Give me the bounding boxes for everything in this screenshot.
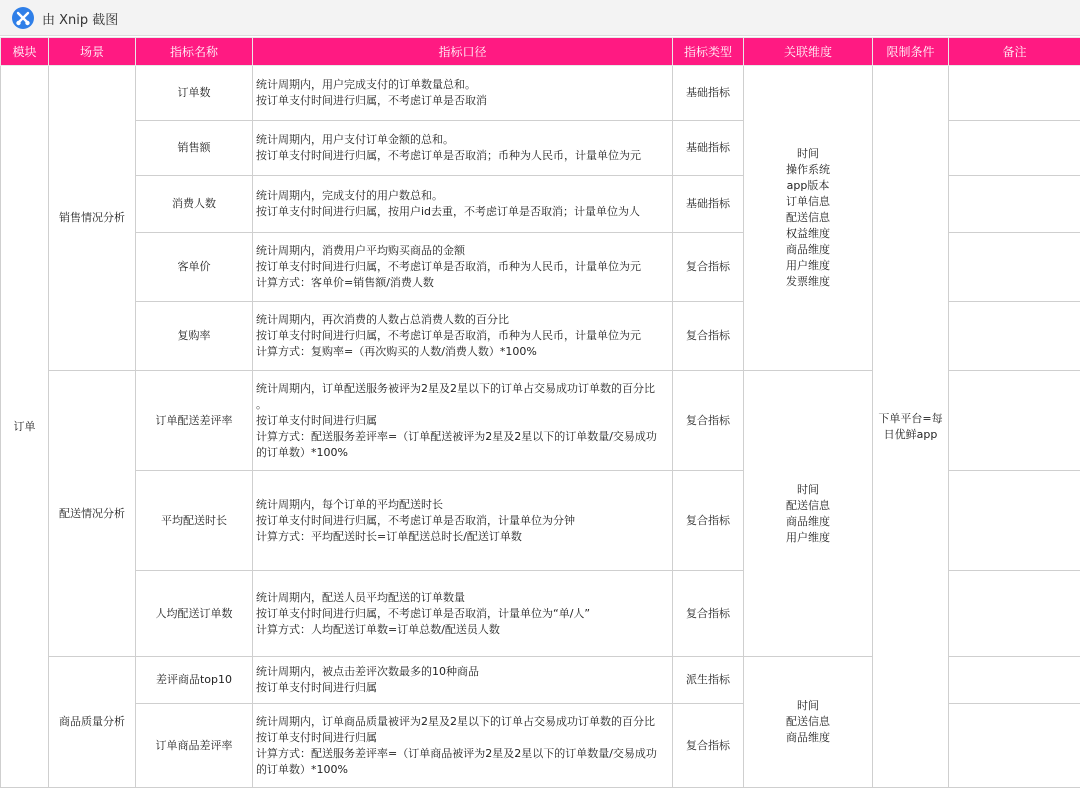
notes-cell — [949, 233, 1080, 302]
module-cell: 订单 — [1, 66, 49, 788]
header-module: 模块 — [1, 38, 49, 66]
metric-definition: 统计周期内，订单商品质量被评为2星及2星以下的订单占交易成功订单数的百分比 按订单支付时间进行归属 计算方式：配送服务差评率=（订单商品被评为2星及2星以下的订单数量/交易成功 的订单数）*100% — [253, 704, 673, 788]
notes-cell — [949, 176, 1080, 233]
header-notes: 备注 — [949, 38, 1080, 66]
metric-definition: 统计周期内，订单配送服务被评为2星及2星以下的订单占交易成功订单数的百分比 。 按订单支付时间进行归属 计算方式：配送服务差评率=（订单配送被评为2星及2星以下的订单数量/交易成功 的订单数）*100% — [253, 371, 673, 471]
scene-cell-quality: 商品质量分析 — [49, 657, 136, 788]
metric-name: 客单价 — [136, 233, 253, 302]
metric-name: 订单数 — [136, 66, 253, 121]
metric-definition: 统计周期内，被点击差评次数最多的10种商品 按订单支付时间进行归属 — [253, 657, 673, 704]
window-titlebar — [0, 0, 1080, 36]
header-constraints: 限制条件 — [873, 38, 949, 66]
notes-cell — [949, 657, 1080, 704]
dimensions-cell-sales: 时间 操作系统 app版本 订单信息 配送信息 权益维度 商品维度 用户维度 发票维度 — [744, 66, 873, 371]
metric-definition: 统计周期内，用户完成支付的订单数量总和。 按订单支付时间进行归属，不考虑订单是否取消 — [253, 66, 673, 121]
metric-type: 复合指标 — [673, 302, 744, 371]
header-dimensions: 关联维度 — [744, 38, 873, 66]
header-scene: 场景 — [49, 38, 136, 66]
xnip-app-icon — [12, 7, 34, 29]
metric-name: 销售额 — [136, 121, 253, 176]
notes-cell — [949, 704, 1080, 788]
dimensions-cell-quality: 时间 配送信息 商品维度 — [744, 657, 873, 788]
metric-type: 复合指标 — [673, 571, 744, 657]
metric-definition: 统计周期内，用户支付订单金额的总和。 按订单支付时间进行归属，不考虑订单是否取消；币种为人民币，计量单位为元 — [253, 121, 673, 176]
metric-type: 基础指标 — [673, 176, 744, 233]
metric-type: 基础指标 — [673, 121, 744, 176]
dimensions-cell-delivery: 时间 配送信息 商品维度 用户维度 — [744, 371, 873, 657]
metric-type: 复合指标 — [673, 233, 744, 302]
metric-definition: 统计周期内，消费用户平均购买商品的金额 按订单支付时间进行归属，不考虑订单是否取消，币种为人民币，计量单位为元 计算方式：客单价=销售额/消费人数 — [253, 233, 673, 302]
metric-definition: 统计周期内，每个订单的平均配送时长 按订单支付时间进行归属，不考虑订单是否取消，计量单位为分钟 计算方式：平均配送时长=订单配送总时长/配送订单数 — [253, 471, 673, 571]
notes-cell — [949, 471, 1080, 571]
metric-type: 复合指标 — [673, 471, 744, 571]
metric-definition: 统计周期内，再次消费的人数占总消费人数的百分比 按订单支付时间进行归属，不考虑订单是否取消，币种为人民币，计量单位为元 计算方式：复购率=（再次购买的人数/消费人数）*100% — [253, 302, 673, 371]
metric-name: 人均配送订单数 — [136, 571, 253, 657]
notes-cell — [949, 371, 1080, 471]
metric-name: 消费人数 — [136, 176, 253, 233]
header-metric-definition: 指标口径 — [253, 38, 673, 66]
header-metric-name: 指标名称 — [136, 38, 253, 66]
table-row — [1, 66, 1080, 121]
metric-type: 基础指标 — [673, 66, 744, 121]
metric-name: 差评商品top10 — [136, 657, 253, 704]
metrics-table — [0, 37, 1080, 788]
table-header-row — [1, 38, 1080, 66]
metric-definition: 统计周期内，完成支付的用户数总和。 按订单支付时间进行归属，按用户id去重，不考虑订单是否取消；计量单位为人 — [253, 176, 673, 233]
metric-type: 复合指标 — [673, 704, 744, 788]
metric-name: 订单商品差评率 — [136, 704, 253, 788]
header-metric-type: 指标类型 — [673, 38, 744, 66]
constraint-cell: 下单平台=每 日优鲜app — [873, 66, 949, 788]
metric-name: 复购率 — [136, 302, 253, 371]
scene-cell-sales: 销售情况分析 — [49, 66, 136, 371]
metric-type: 复合指标 — [673, 371, 744, 471]
metric-name: 平均配送时长 — [136, 471, 253, 571]
notes-cell — [949, 121, 1080, 176]
notes-cell — [949, 302, 1080, 371]
scene-cell-delivery: 配送情况分析 — [49, 371, 136, 657]
metric-definition: 统计周期内，配送人员平均配送的订单数量 按订单支付时间进行归属，不考虑订单是否取消，计量单位为“单/人” 计算方式：人均配送订单数=订单总数/配送员人数 — [253, 571, 673, 657]
metric-name: 订单配送差评率 — [136, 371, 253, 471]
notes-cell — [949, 571, 1080, 657]
window-title: 由 Xnip 截图 — [42, 13, 119, 28]
metric-type: 派生指标 — [673, 657, 744, 704]
notes-cell — [949, 66, 1080, 121]
